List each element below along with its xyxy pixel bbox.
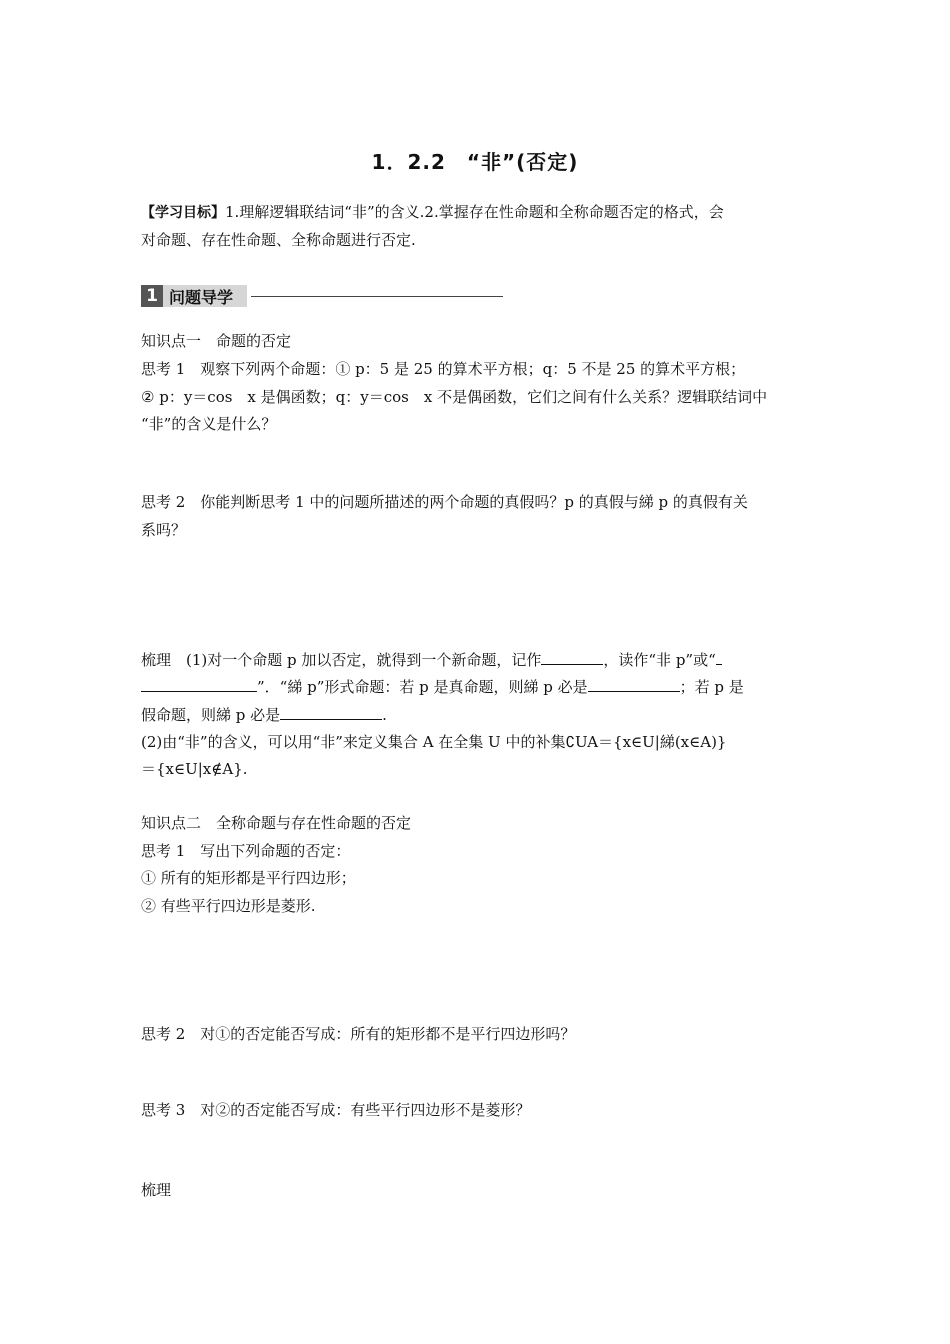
learning-goals [141,202,724,223]
goals-line-1: 1.理解逻辑联结词“非”的含义.2.掌握存在性命题和全称命题否定的格式，会 [225,203,724,221]
summary-text: 梳理 (1)对一个命题 p 加以否定，就得到一个新命题，记作 [141,651,542,669]
kp2-think2: 思考 2 对①的否定能否写成：所有的矩形都不是平行四边形吗？ [141,1025,576,1043]
kp1-think1-line: ② p：y＝cos x 是偶函数；q：y＝cos x 不是偶函数，它们之间有什么关系？逻辑联结词中 [141,388,768,406]
kp2-heading: 知识点二 全称命题与存在性命题的否定 [141,814,412,832]
summary-text: ；若 p 是 [679,678,744,696]
kp1-think2-line: 系吗？ [141,521,187,539]
kp2-think1: 思考 1 写出下列命题的否定： [141,842,351,860]
answer-blank [716,650,722,665]
kp1-summary-line-1 [141,650,722,670]
answer-blank [141,677,257,692]
answer-blank [280,705,382,720]
kp2-think3: 思考 3 对②的否定能否写成：有些平行四边形不是菱形？ [141,1101,531,1119]
kp1-summary-line-5: ＝{x∈U|x∉A}. [141,760,248,778]
kp1-heading: 知识点一 命题的否定 [141,332,292,350]
summary-text: ”．“綈 p”形式命题：若 p 是真命题，则綈 p 必是 [257,678,588,696]
section-header [141,285,503,307]
goals-line-2: 对命题、存在性命题、全称命题进行否定. [141,231,416,249]
goals-label: 【学习目标】 [141,205,225,221]
kp1-think1-line: 思考 1 观察下列两个命题：① p：5 是 25 的算术平方根；q：5 不是 25 的算术平方根； [141,360,746,378]
kp1-summary-line-3 [141,705,387,725]
kp2-item-2: ② 有些平行四边形是菱形. [141,897,316,915]
summary-text: 假命题，则綈 p 必是 [141,706,281,724]
kp1-summary-line-2 [141,677,744,697]
kp2-item-1: ① 所有的矩形都是平行四边形； [141,869,356,887]
kp2-summary: 梳理 [141,1181,172,1199]
page-title: 1．2.2 “非”(否定) [371,150,579,174]
summary-text: ，读作“非 p”或“ [603,651,716,669]
answer-blank [541,650,603,665]
section-title: 问题导学 [163,285,247,307]
answer-blank [588,677,680,692]
kp1-summary-line-4: (2)由“非”的含义，可以用“非”来定义集合 A 在全集 U 中的补集∁UA＝{x∈U|綈(x∈A)} [141,733,727,751]
kp1-think2-line: 思考 2 你能判断思考 1 中的问题所描述的两个命题的真假吗？p 的真假与綈 p 的真假有关 [141,493,748,511]
summary-text: . [382,706,387,724]
section-number: 1 [141,285,163,307]
section-divider [251,296,503,297]
kp1-think1-line: “非”的含义是什么？ [141,415,277,433]
